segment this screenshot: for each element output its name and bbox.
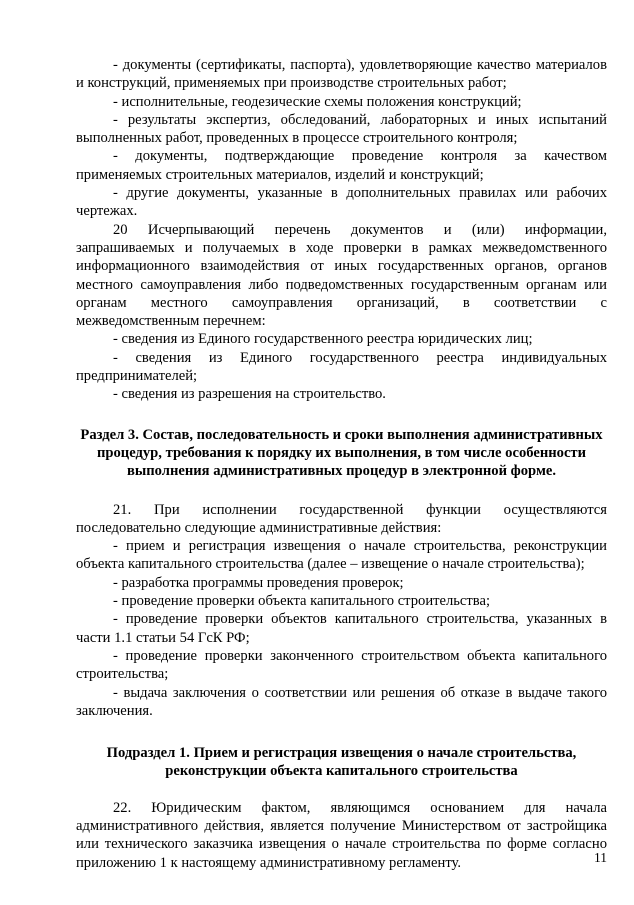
spacer	[76, 404, 607, 426]
spacer	[76, 481, 607, 501]
document-page	[76, 56, 607, 872]
list-item-expertise-results: - результаты экспертиз, обследований, лабораторных и иных испытаний выполненных работ, проведенных в процессе строительного контроля;	[76, 111, 607, 147]
paragraph-item-20: 20 Исчерпывающий перечень документов и (или) информации, запрашиваемых и получаемых в ходе проверки в рамках межведомственного информационного взаимодействия от иных государственных органов, органов местного самоуправления либо подведомственных государственным органам или органам местного самоуправления организаций, в соответствии с межведомственным перечнем:	[76, 221, 607, 330]
paragraph-item-22: 22. Юридическим фактом, являющимся основанием для начала административного действия, является получение Министерством от застройщика или технического заказчика извещения о начале строительства по форме согласно приложению 1 к настоящему административному регламенту.	[76, 799, 607, 871]
subsection-1-heading: Подраздел 1. Прием и регистрация извещения о начале строительства, реконструкции объекта капитального строительства	[106, 745, 577, 780]
list-item-conclusion-issuance: - выдача заключения о соответствии или решения об отказе в выдаче такого заключения.	[76, 684, 607, 719]
spacer	[76, 781, 607, 799]
spacer	[76, 720, 607, 744]
list-item-documents-certificates: - документы (сертификаты, паспорта), удовлетворяющие качество материалов и конструкций, применяемых при производстве строительных работ;	[76, 57, 607, 92]
list-item-inspection-program: - разработка программы проведения проверок;	[113, 574, 404, 591]
list-item-quality-control-docs: - документы, подтверждающие проведение контроля за качеством применяемых строительных материалов, изделий и конструкций;	[76, 148, 607, 183]
list-item-executive-schemes: - исполнительные, геодезические схемы положения конструкций;	[113, 93, 522, 110]
list-item-objects-article-54: - проведение проверки объектов капитального строительства, указанных в части 1.1 статьи 54 ГсК РФ;	[76, 611, 607, 646]
list-item-notice-registration: - прием и регистрация извещения о начале строительства, реконструкции объекта капитального строительства (далее – извещение о начале строительства);	[76, 538, 607, 573]
list-item-legal-entities-register: - сведения из Единого государственного реестра юридических лиц;	[113, 331, 533, 348]
list-item-entrepreneurs-register: - сведения из Единого государственного реестра индивидуальных предпринимателей;	[76, 349, 607, 385]
paragraph-item-21: 21. При исполнении государственной функции осуществляются последовательно следующие административные действия:	[76, 501, 607, 536]
section-3-heading: Раздел 3. Состав, последовательность и сроки выполнения административных процедур, требования к порядку их выполнения, в том числе особенности выполнения административных процедур в электронной форме.	[80, 426, 603, 480]
list-item-building-permit: - сведения из разрешения на строительство.	[113, 386, 386, 403]
page-number: 11	[594, 850, 607, 865]
list-item-other-documents: - другие документы, указанные в дополнительных правилах или рабочих чертежах.	[76, 185, 607, 220]
list-item-object-inspection: - проведение проверки объекта капитального строительства;	[113, 593, 491, 610]
list-item-completed-object-inspection: - проведение проверки законченного строительством объекта капитального строительства;	[76, 647, 607, 683]
